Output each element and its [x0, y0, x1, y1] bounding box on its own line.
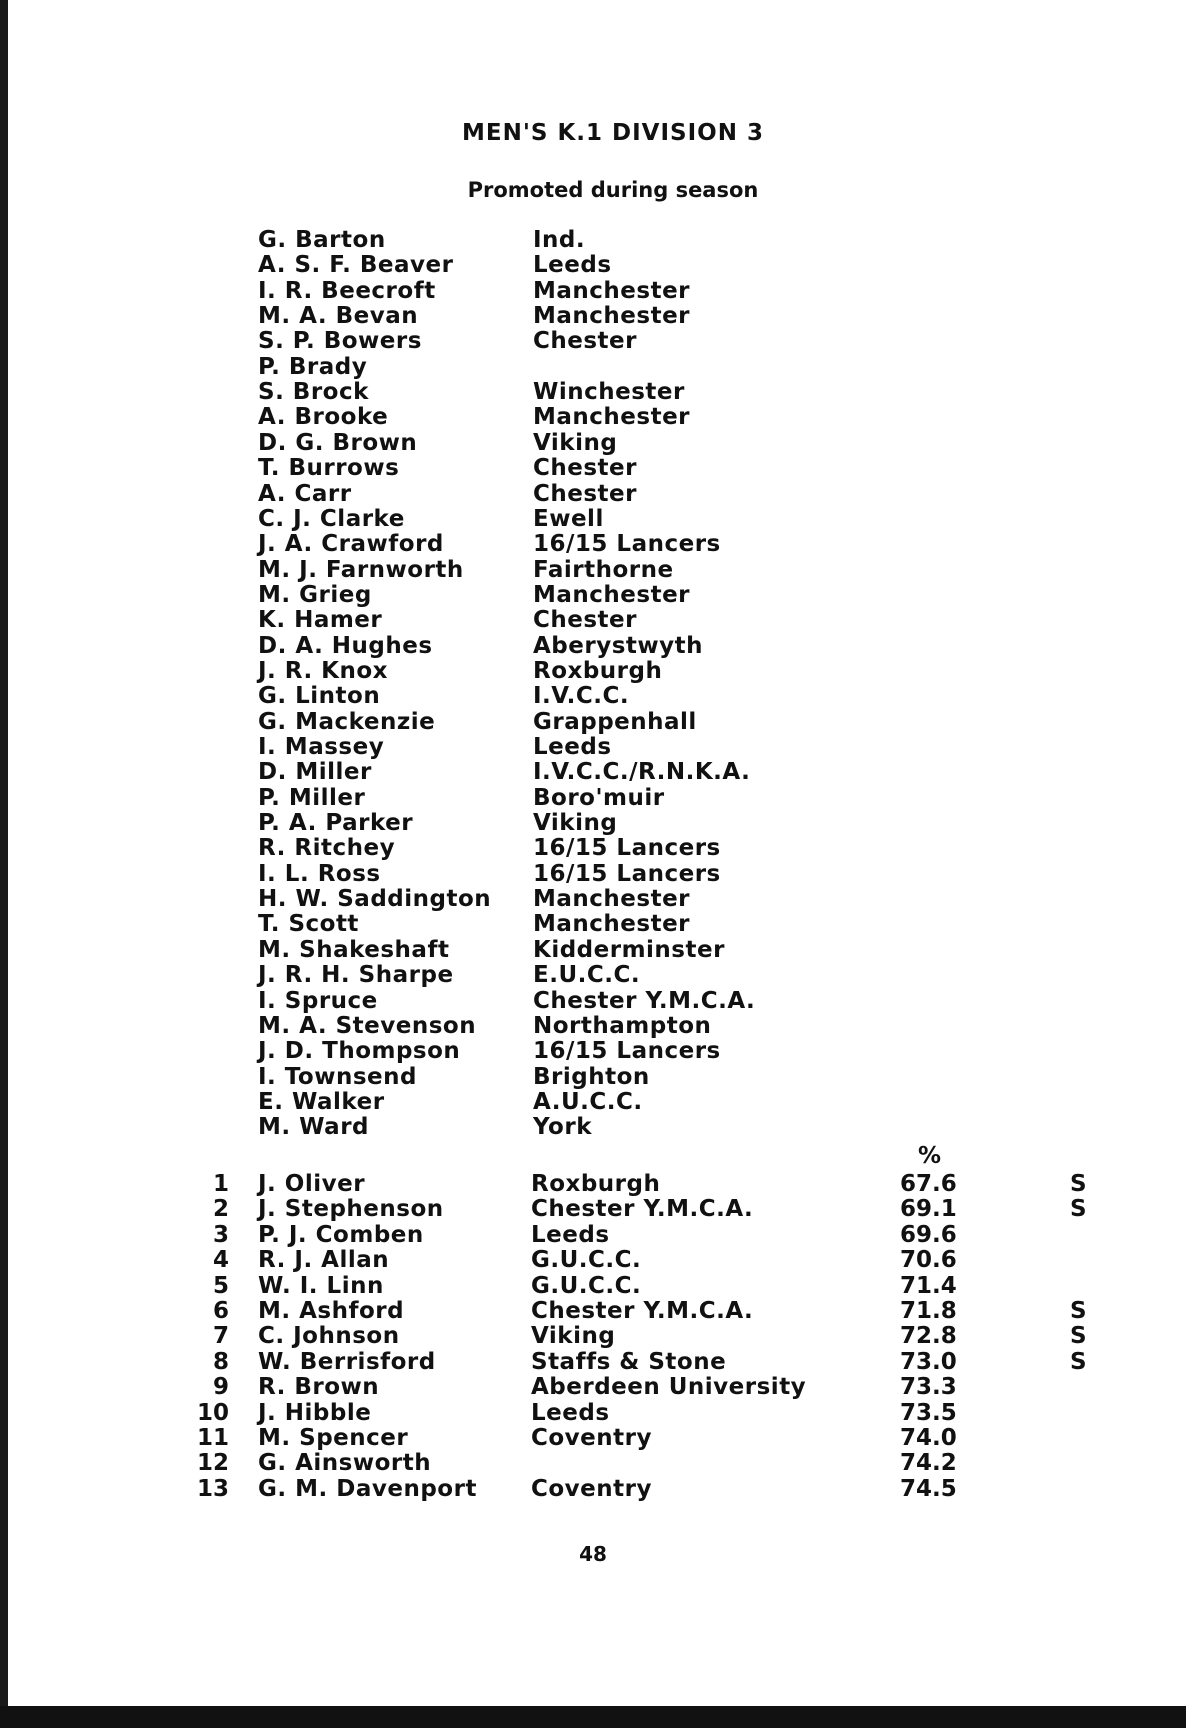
promoted-row: [0, 1039, 1186, 1064]
competitor-name: I. Townsend: [258, 1063, 417, 1090]
promoted-row: [0, 608, 1186, 633]
competitor-name: A. S. F. Beaver: [258, 252, 454, 279]
promoted-row: [0, 735, 1186, 760]
promoted-row: [0, 760, 1186, 785]
competitor-club: Ewell: [533, 505, 604, 532]
competitor-club: G.U.C.C.: [531, 1247, 642, 1274]
ranking-row: [0, 1274, 1186, 1299]
rank-number: 9: [212, 1374, 229, 1401]
competitor-name: C. Johnson: [258, 1323, 400, 1350]
competitor-name: I. R. Beecroft: [258, 277, 436, 304]
competitor-club: Chester Y.M.C.A.: [531, 1298, 754, 1324]
competitor-club: Boro'muir: [533, 784, 665, 811]
competitor-club: 16/15 Lancers: [533, 531, 721, 558]
rank-number: 6: [212, 1298, 229, 1324]
competitor-club: Viking: [531, 1323, 616, 1350]
ranking-row: [0, 1451, 1186, 1476]
competitor-name: R. Brown: [258, 1374, 380, 1401]
promoted-row: [0, 912, 1186, 937]
promoted-row: [0, 659, 1186, 684]
competitor-name: G. Linton: [258, 683, 381, 710]
competitor-name: D. A. Hughes: [258, 632, 433, 659]
rank-number: 5: [212, 1272, 229, 1299]
competitor-name: K. Hamer: [258, 607, 383, 634]
rank-number: 7: [212, 1323, 229, 1350]
competitor-club: Manchester: [533, 277, 691, 304]
competitor-club: 16/15 Lancers: [533, 860, 721, 887]
section-subtitle: Promoted during season: [467, 178, 759, 202]
competitor-name: I. Spruce: [258, 987, 378, 1014]
promoted-row: [0, 989, 1186, 1014]
ranking-row: [0, 1248, 1186, 1273]
score-percent: 73.3: [900, 1374, 957, 1401]
competitor-name: J. Stephenson: [258, 1196, 444, 1223]
competitor-name: M. Shakeshaft: [258, 936, 450, 963]
competitor-club: Coventry: [531, 1425, 652, 1451]
score-percent: 73.5: [900, 1399, 957, 1426]
competitor-club: Manchester: [533, 581, 691, 608]
promoted-row: [0, 253, 1186, 278]
competitor-name: M. A. Bevan: [258, 303, 419, 330]
competitor-club: G.U.C.C.: [531, 1272, 642, 1299]
competitor-name: R. J. Allan: [258, 1247, 390, 1274]
competitor-name: M. Spencer: [258, 1425, 409, 1451]
competitor-name: S. Brock: [258, 379, 369, 406]
competitor-club: Leeds: [533, 252, 612, 279]
promoted-row: [0, 558, 1186, 583]
competitor-name: A. Brooke: [258, 404, 389, 431]
promoted-row: [0, 1065, 1186, 1090]
competitor-club: A.U.C.C.: [533, 1088, 643, 1115]
competitor-club: Chester: [533, 328, 637, 355]
competitor-name: M. Ward: [258, 1114, 370, 1141]
ranking-row: [0, 1375, 1186, 1400]
competitor-club: Leeds: [531, 1399, 610, 1426]
competitor-club: Coventry: [531, 1475, 652, 1502]
rank-number: 3: [212, 1221, 229, 1248]
promoted-row: [0, 811, 1186, 836]
promoted-row: [0, 887, 1186, 912]
competitor-name: A. Carr: [258, 480, 352, 507]
ranking-row: [0, 1477, 1186, 1502]
competitor-club: Viking: [533, 810, 618, 837]
competitor-club: Roxburgh: [533, 657, 663, 684]
promoted-row: [0, 710, 1186, 735]
status-mark: S: [1070, 1323, 1087, 1350]
promoted-row: [0, 304, 1186, 329]
ranking-row: [0, 1401, 1186, 1426]
competitor-club: Manchester: [533, 911, 691, 938]
ranking-row: [0, 1426, 1186, 1451]
promoted-row: [0, 684, 1186, 709]
competitor-name: W. Berrisford: [258, 1348, 436, 1375]
competitor-name: I. L. Ross: [258, 860, 381, 887]
competitor-name: I. Massey: [258, 734, 385, 760]
promoted-row: [0, 380, 1186, 405]
competitor-name: D. G. Brown: [258, 429, 418, 456]
ranking-row: [0, 1324, 1186, 1349]
competitor-club: Chester: [533, 607, 637, 634]
promoted-row: [0, 507, 1186, 532]
status-mark: S: [1070, 1298, 1087, 1324]
competitor-name: G. M. Davenport: [258, 1475, 477, 1502]
status-mark: S: [1070, 1348, 1087, 1375]
percent-column-header: %: [918, 1143, 942, 1169]
page-number: 48: [579, 1542, 607, 1566]
competitor-name: P. A. Parker: [258, 810, 414, 837]
promoted-row: [0, 532, 1186, 557]
promoted-row: [0, 836, 1186, 861]
ranking-row: [0, 1223, 1186, 1248]
competitor-club: Chester: [533, 455, 637, 482]
competitor-name: J. Hibble: [258, 1399, 372, 1426]
competitor-name: J. R. H. Sharpe: [258, 962, 454, 989]
competitor-club: Brighton: [533, 1063, 650, 1090]
page-title: MEN'S K.1 DIVISION 3: [462, 120, 764, 146]
competitor-club: Chester Y.M.C.A.: [533, 987, 756, 1014]
competitor-club: Manchester: [533, 886, 691, 913]
competitor-club: 16/15 Lancers: [533, 1038, 721, 1065]
rank-number: 8: [212, 1348, 229, 1375]
promoted-row: [0, 228, 1186, 253]
competitor-name: G. Barton: [258, 227, 386, 253]
promoted-row: [0, 355, 1186, 380]
competitor-name: J. D. Thompson: [258, 1038, 461, 1065]
competitor-name: P. Miller: [258, 784, 366, 811]
rank-number: 11: [196, 1425, 229, 1451]
competitor-name: T. Scott: [258, 911, 359, 938]
promoted-row: [0, 329, 1186, 354]
competitor-name: M. A. Stevenson: [258, 1012, 477, 1039]
competitor-name: C. J. Clarke: [258, 505, 405, 532]
score-percent: 70.6: [900, 1247, 957, 1274]
ranking-row: [0, 1197, 1186, 1222]
competitor-name: P. Brady: [258, 353, 368, 380]
score-percent: 67.6: [900, 1171, 957, 1197]
promoted-row: [0, 786, 1186, 811]
competitor-club: Manchester: [533, 303, 691, 330]
score-percent: 72.8: [900, 1323, 957, 1350]
competitor-name: H. W. Saddington: [258, 886, 492, 913]
score-percent: 74.0: [900, 1425, 957, 1451]
promoted-row: [0, 963, 1186, 988]
rank-number: 10: [196, 1399, 229, 1426]
promoted-row: [0, 1115, 1186, 1140]
competitor-club: Winchester: [533, 379, 685, 406]
score-percent: 74.5: [900, 1475, 957, 1502]
competitor-club: I.V.C.C./R.N.K.A.: [533, 759, 751, 786]
promoted-row: [0, 405, 1186, 430]
competitor-name: S. P. Bowers: [258, 328, 422, 355]
promoted-row: [0, 482, 1186, 507]
competitor-name: M. Ashford: [258, 1298, 405, 1324]
competitor-club: Kidderminster: [533, 936, 725, 963]
scan-bottom-bar: [0, 1706, 1186, 1728]
competitor-name: M. J. Farnworth: [258, 556, 464, 583]
score-percent: 73.0: [900, 1348, 957, 1375]
competitor-club: Grappenhall: [533, 708, 697, 735]
promoted-row: [0, 431, 1186, 456]
competitor-name: E. Walker: [258, 1088, 385, 1115]
status-mark: S: [1070, 1171, 1087, 1197]
competitor-club: 16/15 Lancers: [533, 835, 721, 862]
competitor-club: Fairthorne: [533, 556, 674, 583]
competitor-name: D. Miller: [258, 759, 372, 786]
competitor-club: Leeds: [531, 1221, 610, 1248]
competitor-name: R. Ritchey: [258, 835, 396, 862]
competitor-club: Chester: [533, 480, 637, 507]
rank-number: 12: [196, 1450, 229, 1477]
competitor-club: I.V.C.C.: [533, 683, 630, 710]
score-percent: 69.1: [900, 1196, 957, 1223]
score-percent: 71.8: [900, 1298, 957, 1324]
promoted-row: [0, 583, 1186, 608]
competitor-club: E.U.C.C.: [533, 962, 641, 989]
promoted-row: [0, 456, 1186, 481]
rank-number: 13: [196, 1475, 229, 1502]
score-percent: 69.6: [900, 1221, 957, 1248]
competitor-club: Aberystwyth: [533, 632, 703, 659]
competitor-club: Aberdeen University: [531, 1374, 807, 1401]
competitor-name: J. Oliver: [258, 1171, 366, 1197]
competitor-club: York: [533, 1114, 592, 1141]
score-percent: 74.2: [900, 1450, 957, 1477]
competitor-club: Viking: [533, 429, 618, 456]
competitor-club: Manchester: [533, 404, 691, 431]
promoted-row: [0, 1014, 1186, 1039]
competitor-club: Northampton: [533, 1012, 712, 1039]
rank-number: 2: [212, 1196, 229, 1223]
promoted-row: [0, 279, 1186, 304]
competitor-name: J. A. Crawford: [258, 531, 444, 558]
competitor-name: J. R. Knox: [258, 657, 389, 684]
competitor-name: P. J. Comben: [258, 1221, 424, 1248]
rank-number: 4: [212, 1247, 229, 1274]
competitor-name: M. Grieg: [258, 581, 372, 608]
competitor-name: W. I. Linn: [258, 1272, 384, 1299]
ranking-row: [0, 1299, 1186, 1324]
promoted-row: [0, 938, 1186, 963]
competitor-name: G. Ainsworth: [258, 1450, 432, 1477]
competitor-club: Staffs & Stone: [531, 1348, 727, 1375]
competitor-club: Leeds: [533, 734, 612, 760]
competitor-name: G. Mackenzie: [258, 708, 436, 735]
status-mark: S: [1070, 1196, 1087, 1223]
promoted-row: [0, 862, 1186, 887]
score-percent: 71.4: [900, 1272, 957, 1299]
competitor-club: Roxburgh: [531, 1171, 661, 1197]
promoted-row: [0, 634, 1186, 659]
ranking-row: [0, 1350, 1186, 1375]
promoted-row: [0, 1090, 1186, 1115]
competitor-club: Ind.: [533, 227, 586, 253]
ranking-row: [0, 1172, 1186, 1197]
competitor-club: Chester Y.M.C.A.: [531, 1196, 754, 1223]
rank-number: 1: [212, 1171, 229, 1197]
competitor-name: T. Burrows: [258, 455, 400, 482]
